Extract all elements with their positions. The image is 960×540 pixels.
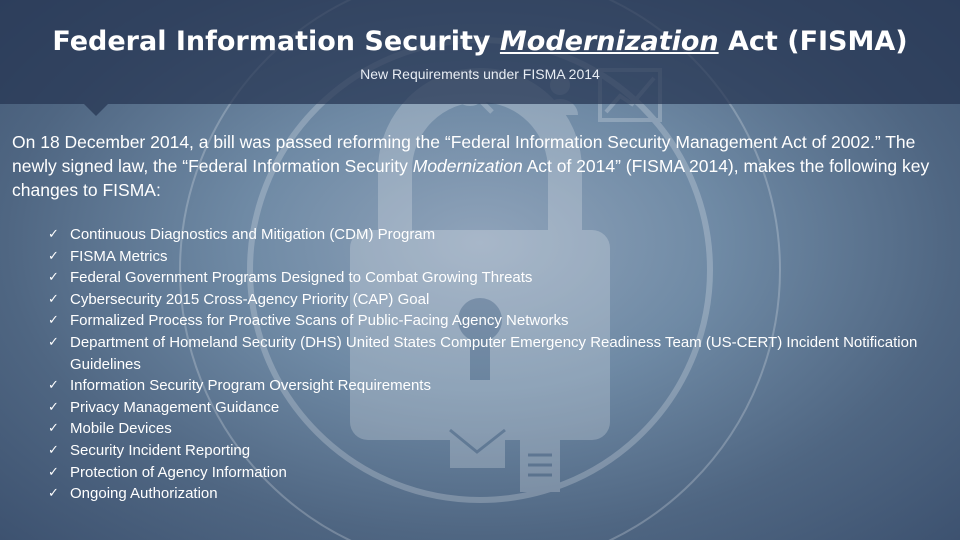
checkmark-icon: ✓ xyxy=(48,464,59,480)
checklist-item-label: Protection of Agency Information xyxy=(70,463,287,481)
checklist-item xyxy=(48,375,948,397)
checklist-item-label: Federal Government Programs Designed to Combat Growing Threats xyxy=(70,269,533,287)
slide-title xyxy=(0,22,960,62)
intro-text-start: On 18 December 2014, a bill was passed reforming the “Federal Information Security Management Act of 2002.” The newly signed law, the “Federal Information Security xyxy=(12,132,916,176)
checkmark-icon: ✓ xyxy=(48,486,59,502)
checklist-item xyxy=(48,310,948,332)
intro-paragraph xyxy=(12,130,948,202)
checklist-item xyxy=(48,267,948,289)
checklist-item-label: Department of Homeland Security (DHS) United States Computer Emergency Readiness Team (US-CERT) Incident Notification Guidelines xyxy=(70,333,918,373)
checklist-item-label: FISMA Metrics xyxy=(70,247,168,265)
checklist-item xyxy=(48,483,948,505)
checklist-item xyxy=(48,418,948,440)
checkmark-icon: ✓ xyxy=(48,442,59,458)
checklist-item xyxy=(48,246,948,268)
intro-text-italic: Modernization xyxy=(412,156,523,176)
checklist-item-label: Ongoing Authorization xyxy=(70,485,218,503)
intro-text-end: Act of 2014” (FISMA 2014), makes the following key changes to FISMA: xyxy=(12,156,930,200)
checkmark-icon: ✓ xyxy=(48,227,59,242)
checklist-item-label: Continuous Diagnostics and Mitigation (CDM) Program xyxy=(70,226,436,243)
title-emphasis-text: Modernization xyxy=(499,26,719,57)
checkmark-icon: ✓ xyxy=(48,313,59,329)
checkmark-icon: ✓ xyxy=(48,399,59,415)
checklist-item-label: Privacy Management Guidance xyxy=(70,398,280,416)
title-lead-text: Federal Information Security xyxy=(52,26,500,57)
key-changes-checklist xyxy=(48,224,948,505)
checklist-item-label: Security Incident Reporting xyxy=(70,441,251,459)
checklist-item-label: Information Security Program Oversight Requirements xyxy=(70,377,431,395)
checkmark-icon: ✓ xyxy=(48,421,59,437)
checkmark-icon: ✓ xyxy=(48,270,59,286)
slide-subtitle: New Requirements under FISMA 2014 xyxy=(360,66,600,82)
checkmark-icon: ✓ xyxy=(48,334,59,350)
checklist-item-label: Cybersecurity 2015 Cross-Agency Priority (CAP) Goal xyxy=(70,290,430,308)
checkmark-icon: ✓ xyxy=(48,378,59,394)
checkmark-icon: ✓ xyxy=(48,291,59,307)
checklist-item-label: Mobile Devices xyxy=(70,420,172,438)
title-band-pointer xyxy=(84,104,108,116)
checklist-item xyxy=(48,289,948,311)
checklist-item xyxy=(48,462,948,484)
checklist-item xyxy=(48,397,948,419)
title-trail-text: Act (FISMA) xyxy=(718,26,908,57)
checkmark-icon: ✓ xyxy=(48,248,59,264)
checklist-item xyxy=(48,440,948,462)
checklist-item-label: Formalized Process for Proactive Scans of Public-Facing Agency Networks xyxy=(70,312,569,330)
checklist-item xyxy=(48,332,948,375)
checklist-item xyxy=(48,224,948,246)
